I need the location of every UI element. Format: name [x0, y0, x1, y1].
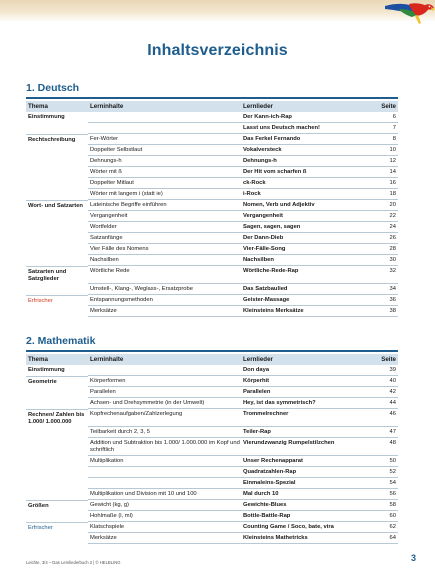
lerninhalt-cell: Dehnungs-h — [88, 156, 241, 167]
table-row — [26, 522, 398, 533]
lernlied-cell: Hey, ist das symmetrisch? — [241, 398, 378, 409]
lerninhalt-cell: Merksätze — [88, 306, 241, 317]
table-row — [26, 222, 398, 233]
seite-cell: 48 — [378, 438, 398, 456]
lerninhalt-cell: Fer-Wörter — [88, 134, 241, 145]
thema-cell — [26, 123, 88, 134]
seite-cell: 39 — [378, 365, 398, 376]
lerninhalt-cell: Umstell-, Klang-, Weglass-, Ersatzprobe — [88, 284, 241, 295]
table-row — [26, 112, 398, 123]
page-number: 3 — [411, 553, 417, 563]
lerninhalt-cell: Teilbarkeit durch 2, 3, 5 — [88, 427, 241, 438]
lernlied-cell: ck-Rock — [241, 178, 378, 189]
lernlied-cell: Unser Rechenapparat — [241, 456, 378, 467]
lernlied-cell: Das Ferkel Fernando — [241, 134, 378, 145]
lernlied-cell: Das Satzbaulied — [241, 284, 378, 295]
lerninhalt-cell: Wörter mit langem i (statt ie) — [88, 189, 241, 200]
lerninhalt-cell: Lateinische Begriffe einführen — [88, 200, 241, 211]
table-header — [26, 354, 398, 365]
lerninhalt-cell: Entspannungsmethoden — [88, 295, 241, 306]
table-row — [26, 284, 398, 295]
lerninhalt-cell: Vergangenheit — [88, 211, 241, 222]
lernlied-cell: Sagen, sagen, sagen — [241, 222, 378, 233]
seite-cell: 64 — [378, 533, 398, 544]
thema-cell — [26, 178, 88, 189]
lernlied-cell: Körperhit — [241, 376, 378, 387]
seite-cell: 14 — [378, 167, 398, 178]
lernlied-cell: Kleinsteins Merksätze — [241, 306, 378, 317]
thema-cell: Einstimmung — [28, 366, 65, 373]
lernlied-cell: Kleinsteins Mathetricks — [241, 533, 378, 544]
lernlied-cell: Trommelrechner — [241, 409, 378, 427]
lernlied-cell: Teiler-Rap — [241, 427, 378, 438]
seite-cell: 34 — [378, 284, 398, 295]
lernlied-cell: Vierundzwanzig Rumpelstilzchen — [241, 438, 378, 456]
thema-cell: Rechtschreibung — [26, 134, 88, 145]
lerninhalt-cell: Doppelter Selbstlaut — [88, 145, 241, 156]
table-row — [26, 244, 398, 255]
table-row — [26, 167, 398, 178]
lerninhalt-cell: Addition und Subtraktion bis 1.000/ 1.000.000 im Kopf und schriftlich — [88, 438, 241, 456]
thema-cell — [26, 478, 88, 489]
table-row — [26, 123, 398, 134]
lernlied-cell: Vergangenheit — [241, 211, 378, 222]
table-row — [26, 376, 398, 387]
lernlied-cell: Nachsilben — [241, 255, 378, 266]
table-body — [26, 365, 398, 544]
lerninhalt-cell: Klatschspiele — [88, 522, 241, 533]
lernlied-cell: Quadratzahlen-Rap — [241, 467, 378, 478]
lerninhalt-cell: Doppelter Mitlaut — [88, 178, 241, 189]
lernlied-cell: Der Dann-Dieb — [241, 233, 378, 244]
seite-cell: 52 — [378, 467, 398, 478]
lernlied-cell: Geister-Massage — [241, 295, 378, 306]
thema-cell: Satzarten und Satzglieder — [26, 266, 88, 284]
lernlied-cell: Bottle-Battle-Rap — [241, 511, 378, 522]
column-header-seite: Seite — [381, 356, 396, 363]
table-row — [26, 409, 398, 427]
thema-cell — [26, 244, 88, 255]
section-title: 2. Mathematik — [26, 335, 398, 352]
lernlied-cell: i-Rock — [241, 189, 378, 200]
column-header-thema: Thema — [28, 356, 48, 363]
thema-cell — [26, 167, 88, 178]
thema-cell — [26, 189, 88, 200]
table-row — [26, 467, 398, 478]
table-body — [26, 112, 398, 317]
table-row — [26, 427, 398, 438]
column-header-lerninhalte: Lerninhalte — [90, 356, 124, 363]
seite-cell: 46 — [378, 409, 398, 427]
thema-cell — [26, 284, 88, 295]
seite-cell: 54 — [378, 478, 398, 489]
parrot-icon — [385, 0, 435, 26]
seite-cell: 60 — [378, 511, 398, 522]
seite-cell: 42 — [378, 387, 398, 398]
lerninhalt-cell — [88, 478, 241, 489]
lerninhalt-cell: Merksätze — [88, 533, 241, 544]
seite-cell: 58 — [378, 500, 398, 511]
lerninhalt-cell: Multiplikation und Division mit 10 und 100 — [88, 489, 241, 500]
thema-cell: Geometrie — [26, 376, 88, 387]
seite-cell: 8 — [378, 134, 398, 145]
table-row — [26, 365, 398, 376]
lernlied-cell: Nomen, Verb und Adjektiv — [241, 200, 378, 211]
table-row — [26, 398, 398, 409]
thema-cell — [26, 467, 88, 478]
lerninhalt-cell: Achsen- und Drehsymmetrie (in der Umwelt) — [88, 398, 241, 409]
lerninhalt-cell: Hohlmaße (l, ml) — [88, 511, 241, 522]
table-row — [26, 511, 398, 522]
table-row — [26, 178, 398, 189]
lernlied-cell: Einmaleins-Spezial — [241, 478, 378, 489]
lerninhalt-cell: Kopfrechenaufgaben/Zahlzerlegung — [88, 409, 241, 427]
seite-cell: 10 — [378, 145, 398, 156]
thema-cell: Erfrischer — [26, 295, 88, 306]
thema-cell — [26, 511, 88, 522]
seite-cell: 18 — [378, 189, 398, 200]
lernlied-cell: Parallelen — [241, 387, 378, 398]
footer-note: Leichte, 3/4 – Das Lernliederbuch 2 | © HELBLING — [26, 560, 121, 565]
lerninhalt-cell: Nachsilben — [88, 255, 241, 266]
lerninhalt-cell — [88, 467, 241, 478]
thema-cell — [26, 306, 88, 317]
lerninhalt-cell: Wörter mit ß — [88, 167, 241, 178]
seite-cell: 28 — [378, 244, 398, 255]
thema-cell — [26, 255, 88, 266]
thema-cell — [26, 233, 88, 244]
lerninhalt-cell — [88, 365, 241, 376]
thema-cell — [26, 156, 88, 167]
lernlied-cell: Wörtliche-Rede-Rap — [241, 266, 378, 284]
thema-cell — [26, 398, 88, 409]
thema-cell — [26, 456, 88, 467]
lernlied-cell: Vier-Fälle-Song — [241, 244, 378, 255]
lernlied-cell: Lasst uns Deutsch machen! — [241, 123, 378, 134]
section-title: 1. Deutsch — [26, 82, 398, 99]
lerninhalt-cell — [88, 112, 241, 123]
seite-cell: 26 — [378, 233, 398, 244]
lerninhalt-cell: Gewicht (kg, g) — [88, 500, 241, 511]
thema-cell: Größen — [26, 500, 88, 511]
seite-cell: 38 — [378, 306, 398, 317]
table-header — [26, 101, 398, 112]
lernlied-cell: Gewichte-Blues — [241, 500, 378, 511]
seite-cell: 6 — [378, 112, 398, 123]
table-row — [26, 266, 398, 284]
seite-cell: 50 — [378, 456, 398, 467]
lerninhalt-cell: Multiplikation — [88, 456, 241, 467]
lerninhalt-cell: Satzanfänge — [88, 233, 241, 244]
thema-cell — [26, 211, 88, 222]
lerninhalt-cell — [88, 123, 241, 134]
lerninhalt-cell: Wörtliche Rede — [88, 266, 241, 284]
seite-cell: 40 — [378, 376, 398, 387]
table-row — [26, 189, 398, 200]
table-row — [26, 200, 398, 211]
table-row — [26, 295, 398, 306]
seite-cell: 7 — [378, 123, 398, 134]
seite-cell: 22 — [378, 211, 398, 222]
table-row — [26, 211, 398, 222]
section-mathematik — [26, 335, 398, 544]
table-row — [26, 306, 398, 317]
lerninhalt-cell: Körperformen — [88, 376, 241, 387]
thema-cell — [26, 533, 88, 544]
thema-cell: Erfrischer — [26, 522, 88, 533]
lernlied-cell: Vokalversteck — [241, 145, 378, 156]
lernlied-cell: Dehnungs-h — [241, 156, 378, 167]
thema-cell — [26, 438, 88, 456]
lernlied-cell: Counting Game / Soco, bate, vira — [241, 522, 378, 533]
table-row — [26, 500, 398, 511]
table-row — [26, 478, 398, 489]
seite-cell: 44 — [378, 398, 398, 409]
seite-cell: 62 — [378, 522, 398, 533]
table-row — [26, 456, 398, 467]
table-row — [26, 438, 398, 456]
thema-cell — [26, 145, 88, 156]
table-row — [26, 156, 398, 167]
thema-cell — [26, 222, 88, 233]
table-row — [26, 387, 398, 398]
decorative-top-band — [0, 0, 435, 22]
column-header-seite: Seite — [381, 103, 396, 110]
seite-cell: 20 — [378, 200, 398, 211]
seite-cell: 47 — [378, 427, 398, 438]
thema-cell — [26, 427, 88, 438]
seite-cell: 32 — [378, 266, 398, 284]
seite-cell: 36 — [378, 295, 398, 306]
thema-cell: Rechnen/ Zahlen bis 1.000/ 1.000.000 — [26, 409, 88, 427]
seite-cell: 56 — [378, 489, 398, 500]
seite-cell: 30 — [378, 255, 398, 266]
lernlied-cell: Der Kann-ich-Rap — [241, 112, 378, 123]
lernlied-cell: Don daya — [241, 365, 378, 376]
column-header-thema: Thema — [28, 103, 48, 110]
lernlied-cell: Mal durch 10 — [241, 489, 378, 500]
column-header-lerninhalte: Lerninhalte — [90, 103, 124, 110]
table-row — [26, 145, 398, 156]
thema-cell — [26, 489, 88, 500]
table-row — [26, 533, 398, 544]
page-title: Inhaltsverzeichnis — [147, 42, 288, 59]
lernlied-cell: Der Hit vom scharfen ß — [241, 167, 378, 178]
column-header-lernlieder: Lernlieder — [243, 356, 273, 363]
lerninhalt-cell: Vier Fälle des Nomens — [88, 244, 241, 255]
lerninhalt-cell: Wortfelder — [88, 222, 241, 233]
column-header-lernlieder: Lernlieder — [243, 103, 273, 110]
section-deutsch — [26, 82, 398, 317]
thema-cell — [26, 387, 88, 398]
seite-cell: 24 — [378, 222, 398, 233]
thema-cell: Einstimmung — [28, 113, 65, 120]
table-row — [26, 233, 398, 244]
table-row — [26, 489, 398, 500]
lerninhalt-cell: Parallelen — [88, 387, 241, 398]
thema-cell: Wort- und Satzarten — [26, 200, 88, 211]
table-row — [26, 134, 398, 145]
seite-cell: 16 — [378, 178, 398, 189]
table-row — [26, 255, 398, 266]
seite-cell: 12 — [378, 156, 398, 167]
